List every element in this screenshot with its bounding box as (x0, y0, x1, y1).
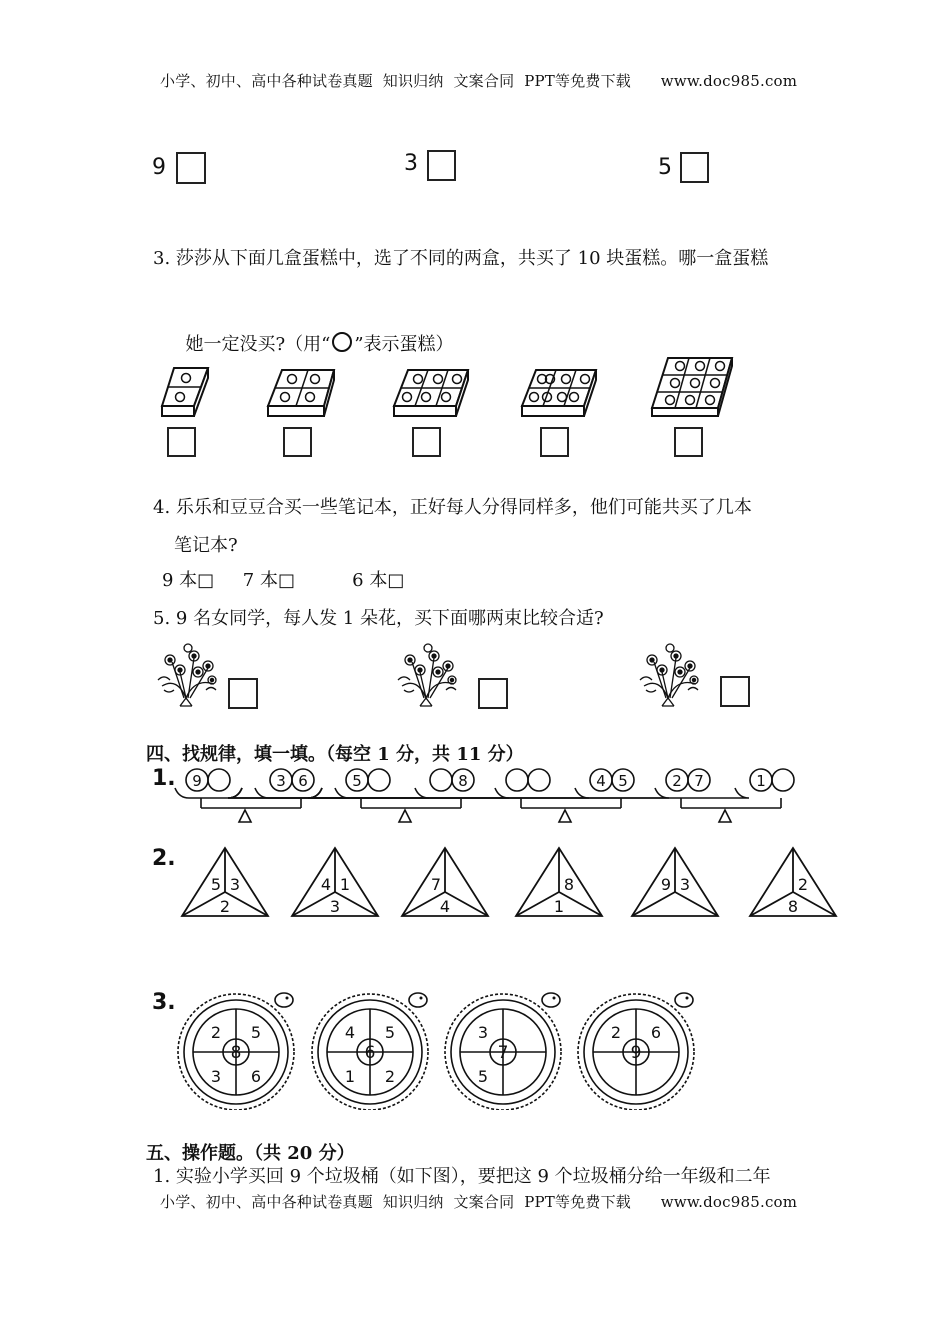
cake-box-6 (394, 370, 468, 416)
balance-puzzles (170, 762, 840, 828)
wheel-bottom-right-value: 2 (384, 1067, 396, 1086)
weight-value: 9 (192, 772, 202, 790)
triangle-right-value: 8 (563, 875, 575, 894)
answer-box[interactable] (427, 150, 456, 181)
q5-line1: 5. 9 名女同学，每人发 1 朵花，买下面哪两束比较合适? (153, 608, 604, 629)
wheel-center-value: 9 (630, 1043, 642, 1063)
section4-item-2-number: 2. (152, 846, 176, 871)
number-wheel (312, 993, 428, 1110)
wheel-top-right-value: 5 (250, 1023, 262, 1042)
q3-line1: 3. 莎莎从下面几盒蛋糕中，选了不同的两盒，共买了 10 块蛋糕。哪一盒蛋糕 (153, 248, 769, 269)
answer-box[interactable] (674, 427, 703, 457)
weight-value: 5 (352, 772, 362, 790)
wheel-top-right-value: 6 (650, 1023, 662, 1042)
cake-box-4 (268, 370, 334, 416)
weight-value: 1 (756, 772, 766, 790)
q4-line1: 4. 乐乐和豆豆合买一些笔记本，正好每人分得同样多，他们可能共买了几本 (153, 497, 752, 518)
page-footer: 小学、初中、高中各种试卷真题 知识归纳 文案合同 PPT等免费下载 www.doc985.com (160, 1193, 798, 1211)
number-triangle (632, 848, 718, 916)
number-wheel (445, 993, 561, 1110)
bird-icon (675, 993, 693, 1007)
q4-line2: 笔记本? (174, 535, 238, 556)
weight-value: 8 (458, 772, 468, 790)
wheel-top-left-value: 2 (210, 1023, 222, 1042)
wheel-bottom-right-value: 6 (250, 1067, 262, 1086)
weight-value: 3 (276, 772, 286, 790)
bird-icon (275, 993, 293, 1007)
balance-scale (228, 769, 474, 822)
section5-line1: 1. 实验小学买回 9 个垃圾桶（如下图），要把这 9 个垃圾桶分给一年级和二年 (153, 1166, 771, 1187)
weight-circle[interactable] (772, 769, 794, 791)
circle-symbol-icon (332, 332, 352, 352)
triangle-bottom-value: 4 (439, 897, 451, 916)
answer-box[interactable] (167, 427, 196, 457)
triangle-right-value: 3 (679, 875, 691, 894)
wheel-center-value: 8 (230, 1043, 242, 1063)
top-number-1: 9 (152, 155, 166, 180)
triangle-right-value: 1 (339, 875, 351, 894)
top-number-2: 3 (404, 151, 418, 176)
answer-box[interactable] (720, 676, 750, 707)
weight-value: 5 (618, 772, 628, 790)
answer-box[interactable] (680, 152, 709, 183)
weight-value: 2 (672, 772, 682, 790)
triangle-bottom-value: 8 (787, 897, 799, 916)
bird-icon (409, 993, 427, 1007)
wheel-center-value: 7 (497, 1043, 509, 1063)
answer-box[interactable] (283, 427, 312, 457)
section4-item-3-number: 3. (152, 990, 176, 1015)
number-wheel (578, 993, 694, 1110)
answer-box[interactable] (176, 152, 206, 184)
weight-value: 6 (298, 772, 308, 790)
triangle-bottom-value: 1 (553, 897, 565, 916)
triangle-bottom-value: 3 (329, 897, 341, 916)
triangle-right-value: 2 (797, 875, 809, 894)
answer-box[interactable] (228, 678, 258, 709)
number-triangle (292, 848, 378, 916)
triangle-puzzles (170, 842, 840, 922)
answer-box[interactable] (540, 427, 569, 457)
section4-item-1-number: 1. (152, 766, 176, 791)
flower-bouquet-icon (158, 644, 216, 706)
wheel-top-left-value: 4 (344, 1023, 356, 1042)
wheel-top-left-value: 2 (610, 1023, 622, 1042)
cake-box-8 (522, 370, 596, 416)
bird-icon (542, 993, 560, 1007)
weight-circle[interactable] (506, 769, 528, 791)
answer-box[interactable] (478, 678, 508, 709)
weight-circle[interactable] (528, 769, 550, 791)
weight-circle[interactable] (208, 769, 230, 791)
number-wheel (178, 993, 294, 1110)
weight-circle[interactable] (368, 769, 390, 791)
top-number-3: 5 (658, 155, 672, 180)
wheel-top-left-value: 3 (477, 1023, 489, 1042)
number-triangle (750, 848, 836, 916)
number-triangle (402, 848, 488, 916)
balance-scale (175, 769, 322, 822)
wheel-top-right-value: 5 (384, 1023, 396, 1042)
triangle-left-value: 5 (210, 875, 222, 894)
page-header: 小学、初中、高中各种试卷真题 知识归纳 文案合同 PPT等免费下载 www.doc985.com (160, 72, 798, 90)
wheel-bottom-left-value: 3 (210, 1067, 222, 1086)
triangle-bottom-value: 2 (219, 897, 231, 916)
wheel-puzzles (170, 990, 730, 1110)
number-triangle (516, 848, 602, 916)
wheel-center-value: 6 (364, 1043, 376, 1063)
triangle-left-value: 9 (660, 875, 672, 894)
cake-boxes (150, 352, 750, 422)
q4-options: 9 本□ 7 本□ 6 本□ (162, 570, 405, 591)
answer-box[interactable] (412, 427, 441, 457)
weight-value: 7 (694, 772, 704, 790)
q3-line2: 她一定没买?（用“ ”表示蛋糕） (185, 334, 454, 355)
cake-box-2 (162, 368, 208, 416)
wheel-bottom-left-value: 5 (477, 1067, 489, 1086)
weight-circle[interactable] (430, 769, 452, 791)
weight-value: 4 (596, 772, 606, 790)
triangle-left-value: 7 (430, 875, 442, 894)
section5-title: 五、操作题。（共 20 分） (146, 1143, 355, 1164)
cake-box-9 (652, 358, 732, 416)
number-triangle (182, 848, 268, 916)
wheel-bottom-left-value: 1 (344, 1067, 356, 1086)
section4-title: 四、找规律，填一填。（每空 1 分，共 11 分） (146, 744, 524, 765)
triangle-left-value: 4 (320, 875, 332, 894)
triangle-right-value: 3 (229, 875, 241, 894)
